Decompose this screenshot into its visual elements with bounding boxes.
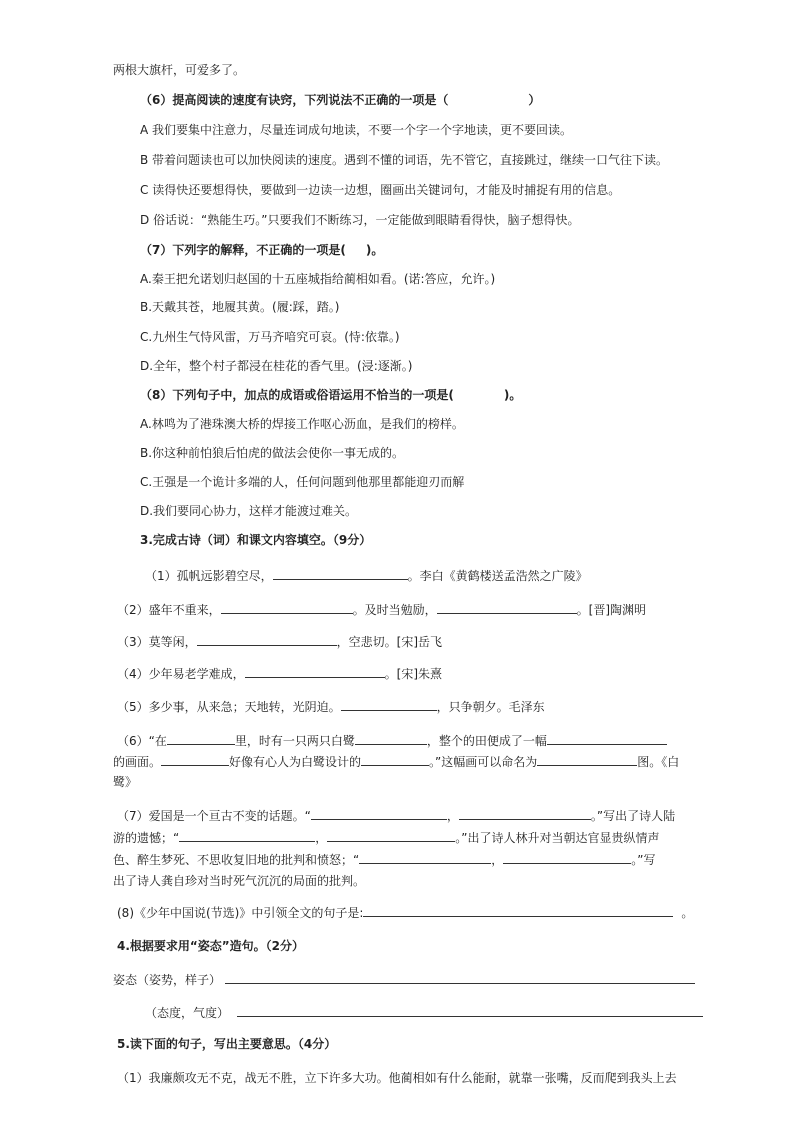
item-text: （1）孤帆远影碧空尽， <box>145 569 273 583</box>
option-b: B 带着问题读也可以加快阅读的速度。遇到不懂的词语，先不管它，直接跳过，继续一口气往下读。 <box>140 153 669 167</box>
item-text: ， <box>446 809 459 823</box>
fill-blank[interactable] <box>359 850 491 864</box>
item-text: （6）“在 <box>117 734 167 748</box>
poem-item-7 <box>117 806 675 825</box>
item-text: ，只争朝夕。毛泽东 <box>436 700 545 714</box>
option-c: C.王强是一个诡计多端的人，任何问题到他那里都能迎刃而解 <box>140 475 465 489</box>
fill-blank[interactable] <box>311 806 447 820</box>
item-text: 。”出了诗人林升对当朝达官显贵纵情声 <box>455 831 660 845</box>
poem-item-2 <box>117 600 646 619</box>
sentence-item-2 <box>145 1003 703 1022</box>
fill-blank[interactable] <box>341 697 437 711</box>
option-a: A 我们要集中注意力，尽量连词成句地读，不要一个字一个字地读，更不要回读。 <box>140 123 573 137</box>
item-text: 色、醉生梦死、不思收复旧地的批判和愤怒；“ <box>113 853 360 867</box>
reading-item-1: （1）我廉颇攻无不克，战无不胜，立下许多大功。他蔺相如有什么能耐，就靠一张嘴，反而爬到我头上去 <box>117 1071 677 1085</box>
fill-blank[interactable] <box>245 664 385 678</box>
question-7-stem <box>140 241 383 259</box>
fill-blank[interactable] <box>327 828 455 842</box>
item-text: 。及时当勉励， <box>352 603 437 617</box>
option-b: B.天戴其苍，地履其黄。(履:踩，踏。) <box>140 300 340 314</box>
fill-blank[interactable] <box>363 903 673 917</box>
poem-item-3 <box>117 632 442 651</box>
item-text: 。[宋]朱熹 <box>384 667 443 681</box>
item-text: （3）莫等闲， <box>117 635 197 649</box>
poem-item-6-cont2: 鹭》 <box>113 775 138 789</box>
fill-blank[interactable] <box>161 752 229 766</box>
item-text: ，空悲切。[宋]岳飞 <box>336 635 443 649</box>
fill-blank[interactable] <box>355 731 427 745</box>
section-4-title: 4.根据要求用“姿态”造句。（2分） <box>117 939 305 953</box>
item-text: 。”写 <box>631 853 656 867</box>
fill-blank[interactable] <box>167 731 235 745</box>
fill-blank[interactable] <box>547 731 667 745</box>
fill-blank[interactable] <box>179 828 315 842</box>
fill-blank[interactable] <box>537 752 637 766</box>
item-text: 好像有心人为白鹭设计的 <box>229 755 362 769</box>
item-text: 。李白《黄鹤楼送孟浩然之广陵》 <box>407 569 588 583</box>
fill-blank[interactable] <box>437 600 577 614</box>
poem-item-6 <box>117 731 667 750</box>
item-text: 。”写出了诗人陆 <box>590 809 676 823</box>
item-text: 。 <box>681 906 694 920</box>
item-text: 的画面。 <box>113 755 162 769</box>
item-text: ， <box>315 831 328 845</box>
fill-blank[interactable] <box>237 1003 703 1017</box>
fill-blank[interactable] <box>503 850 631 864</box>
section-5-title: 5.读下面的句子，写出主要意思。（4分） <box>117 1037 337 1051</box>
stem-close: )。 <box>365 243 384 257</box>
stem-text: （8）下列句子中，加点的成语或俗语运用不恰当的一项是( <box>140 388 454 402</box>
item-text: 。”这幅画可以命名为 <box>429 755 538 769</box>
stem-close: )。 <box>503 388 522 402</box>
text-line: 两根大旗杆，可爱多了。 <box>113 63 246 77</box>
item-text: （7）爱国是一个亘古不变的话题。“ <box>117 809 311 823</box>
item-text: 姿态（姿势，样子） <box>113 973 222 987</box>
item-text: （2）盛年不重来， <box>117 603 221 617</box>
fill-blank[interactable] <box>459 806 591 820</box>
item-text: 图。《白 <box>637 755 680 769</box>
poem-item-5 <box>117 697 545 716</box>
fill-blank[interactable] <box>273 566 408 580</box>
item-text: 里，时有一只两只白鹭 <box>234 734 355 748</box>
item-text: （4）少年易老学难成， <box>117 667 245 681</box>
item-text: (8)《少年中国说(节选)》中引领全文的句子是: <box>117 906 364 920</box>
fill-blank[interactable] <box>197 632 337 646</box>
option-d: D.全年，整个村子都浸在桂花的香气里。(浸:逐渐。) <box>140 359 413 373</box>
fill-blank[interactable] <box>221 600 353 614</box>
option-a: A.林鸣为了港珠澳大桥的焊接工作呕心沥血，是我们的榜样。 <box>140 417 464 431</box>
poem-item-6-cont <box>113 752 679 771</box>
stem-close: ） <box>528 93 541 107</box>
question-6-stem <box>140 91 540 109</box>
item-text: 。[晋]陶渊明 <box>576 603 647 617</box>
poem-item-8 <box>117 903 693 922</box>
stem-text: （7）下列字的解释，不正确的一项是( <box>140 243 346 257</box>
poem-item-7-cont3: 出了诗人龚自珍对当时死气沉沉的局面的批判。 <box>113 874 366 888</box>
question-8-stem <box>140 386 521 404</box>
item-text: （态度，气度） <box>145 1006 230 1020</box>
poem-item-7-cont <box>113 828 659 847</box>
sentence-item-1 <box>113 970 695 989</box>
fill-blank[interactable] <box>225 970 695 984</box>
option-d: D.我们要同心协力，这样才能渡过难关。 <box>140 504 358 518</box>
stem-text: （6）提高阅读的速度有诀窍，下列说法不正确的一项是（ <box>140 93 449 107</box>
option-a: A.秦王把允诺划归赵国的十五座城指给蔺相如看。(诺:答应，允许。) <box>140 272 496 286</box>
poem-item-4 <box>117 664 442 683</box>
option-c: C.九州生气恃风雷，万马齐喑究可哀。(恃:依靠。) <box>140 330 400 344</box>
option-c: C 读得快还要想得快，要做到一边读一边想，圈画出关键词句，才能及时捕捉有用的信息。 <box>140 183 621 197</box>
item-text: ，整个的田便成了一幅 <box>426 734 547 748</box>
option-b: B.你这种前怕狼后怕虎的做法会使你一事无成的。 <box>140 446 405 460</box>
section-3-title: 3.完成古诗（词）和课文内容填空。（9分） <box>140 533 372 547</box>
poem-item-7-cont2 <box>113 850 655 869</box>
item-text: ， <box>491 853 504 867</box>
option-d: D 俗话说：“熟能生巧。”只要我们不断练习，一定能做到眼睛看得快，脑子想得快。 <box>140 213 580 227</box>
item-text: 游的遗憾；“ <box>113 831 180 845</box>
item-text: （5）多少事，从来急；天地转，光阴迫。 <box>117 700 341 714</box>
fill-blank[interactable] <box>361 752 429 766</box>
poem-item-1 <box>145 566 588 585</box>
